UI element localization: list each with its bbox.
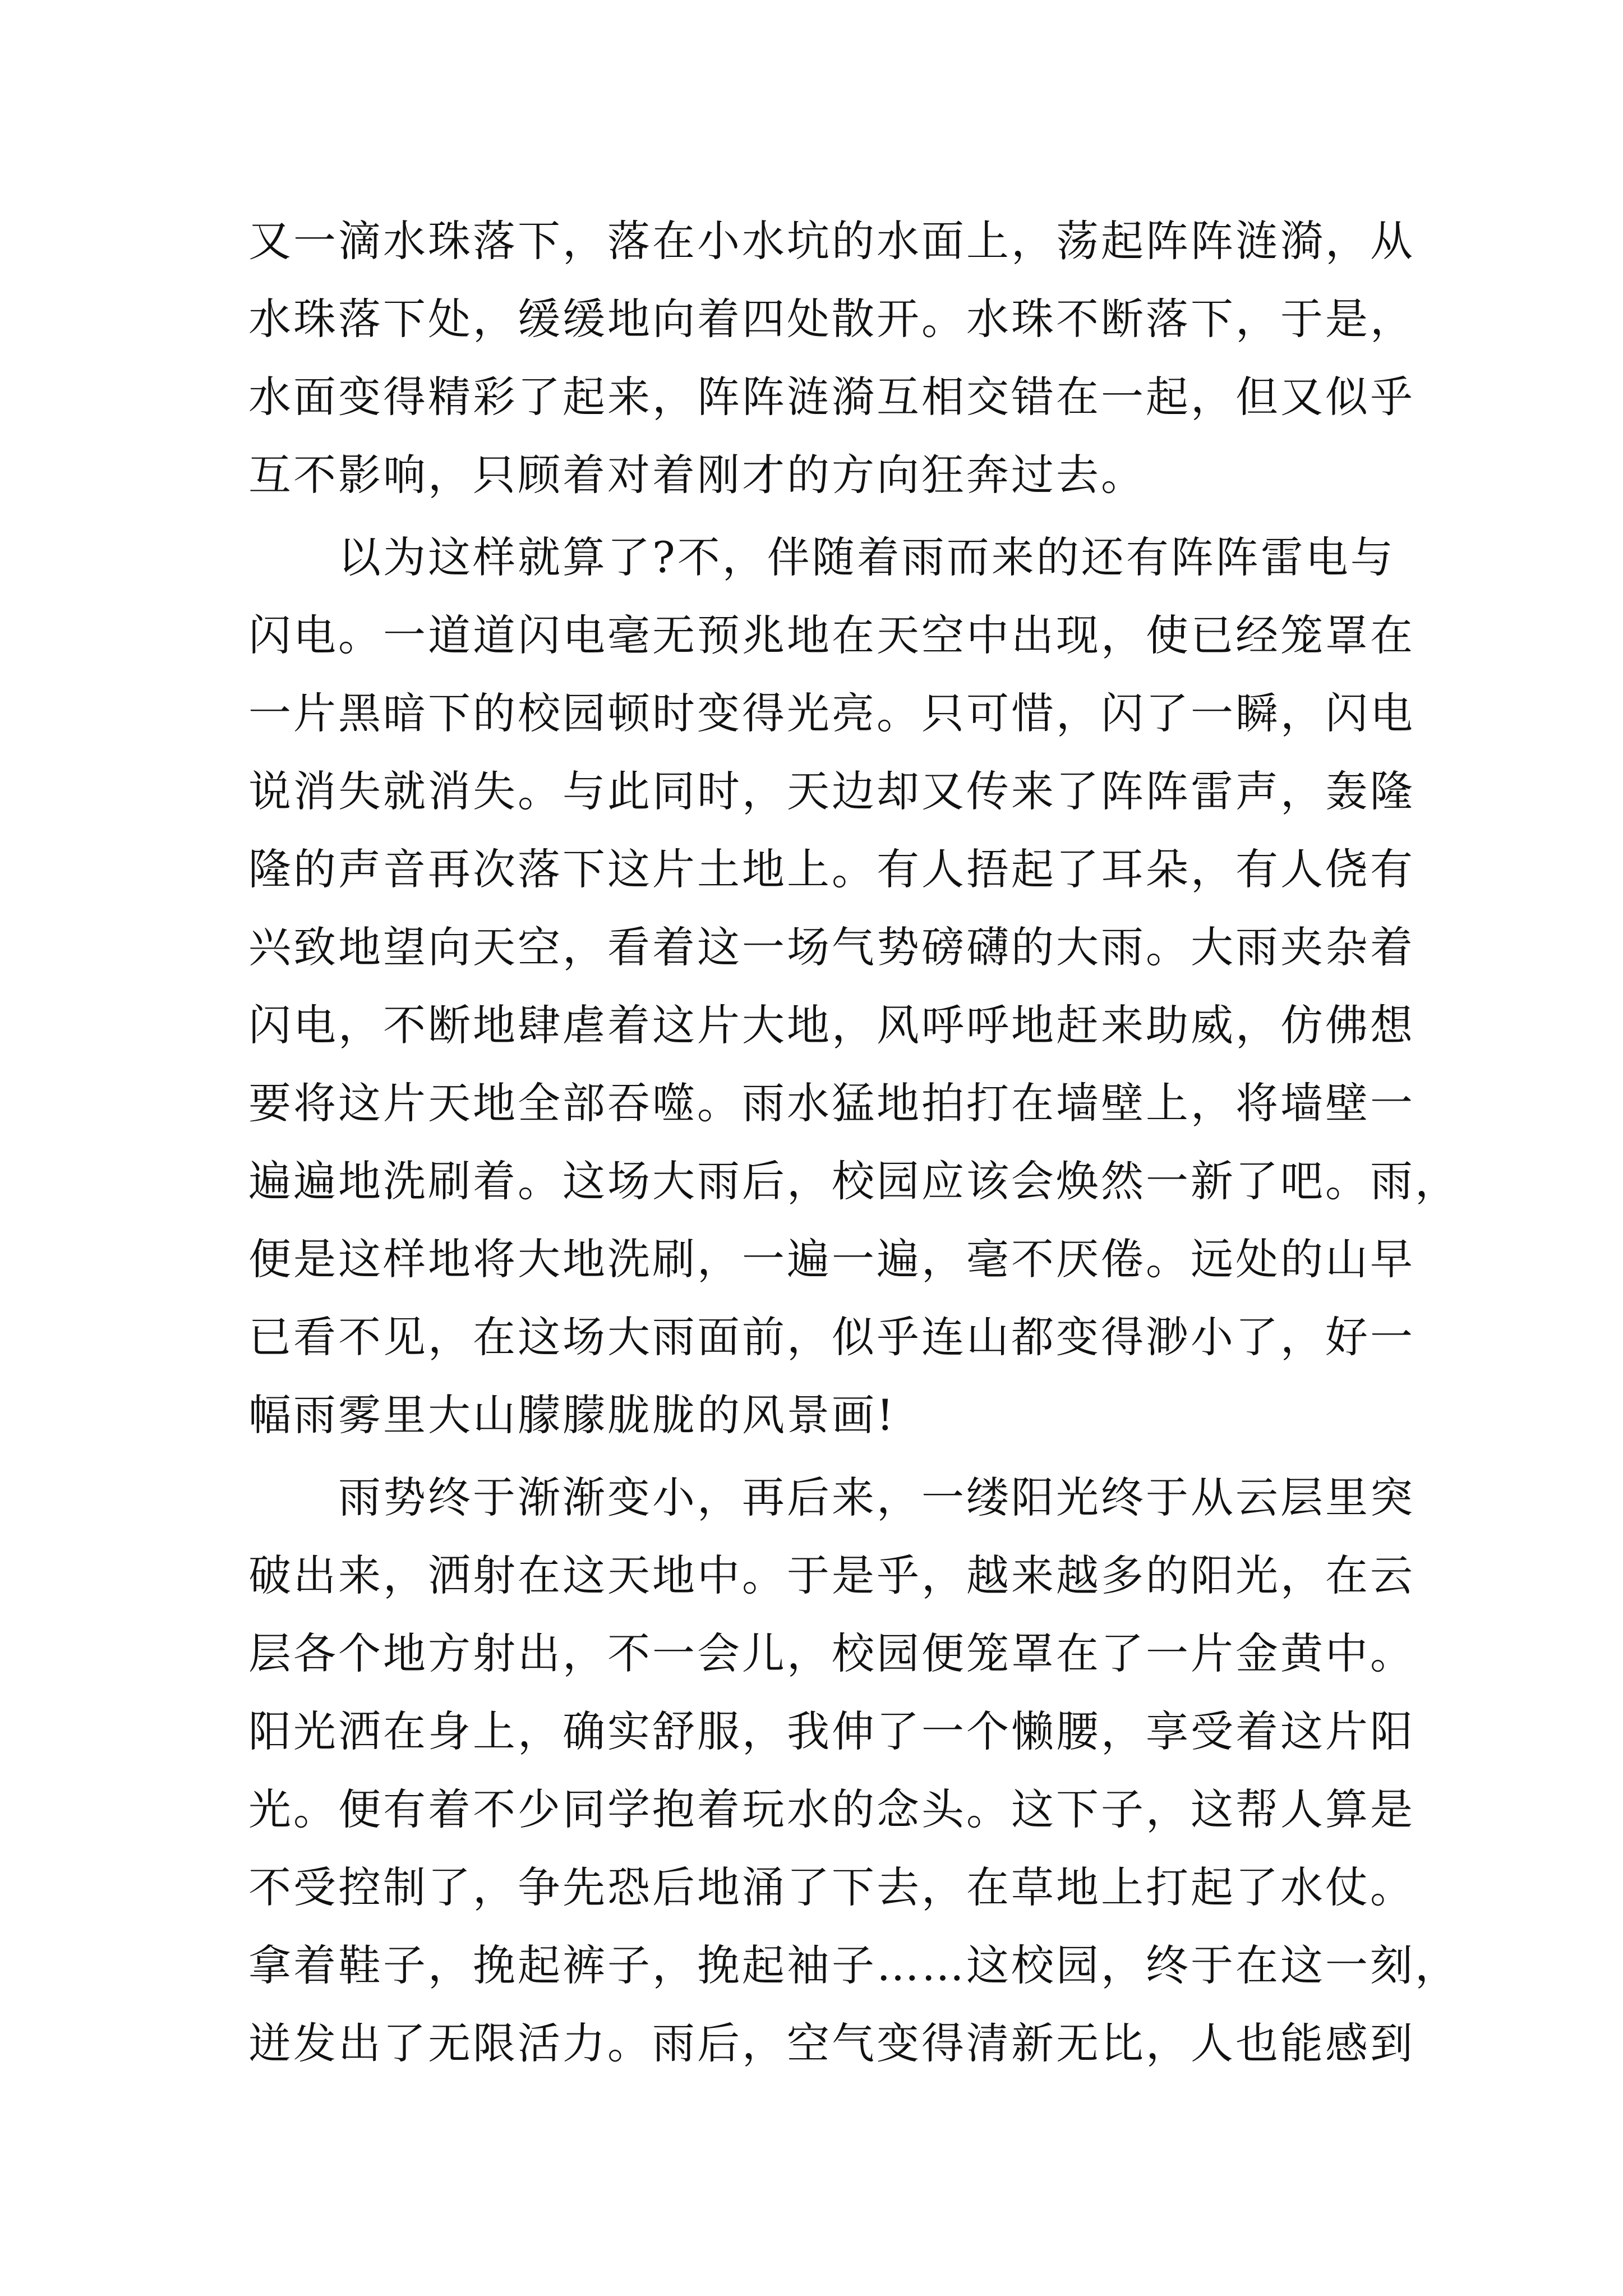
text-line: 说消失就消失。与此同时，天边却又传来了阵阵雷声，轰隆	[248, 766, 1415, 816]
paragraph	[248, 202, 1415, 514]
text-line: 光。便有着不少同学抱着玩水的念头。这下子，这帮人算是	[248, 1784, 1415, 1834]
text-line: 隆的声音再次落下这片土地上。有人捂起了耳朵，有人侥有	[248, 844, 1415, 894]
text-line: 遍遍地洗刷着。这场大雨后，校园应该会焕然一新了吧。雨，	[248, 1156, 1460, 1206]
text-line: 便是这样地将大地洗刷，一遍一遍，毫不厌倦。远处的山早	[248, 1234, 1415, 1284]
paragraph-gap	[248, 514, 1376, 518]
text-line: 水面变得精彩了起来，阵阵涟漪互相交错在一起，但又似乎	[248, 372, 1415, 422]
text-line: 雨势终于渐渐变小，再后来，一缕阳光终于从云层里突	[248, 1473, 1415, 1522]
text-line: 已看不见，在这场大雨面前，似乎连山都变得渺小了，好一	[248, 1312, 1415, 1362]
text-line: 兴致地望向天空，看着这一场气势磅礴的大雨。大雨夹杂着	[248, 922, 1415, 972]
paragraph-gap	[248, 1454, 1376, 1458]
text-line: 一片黑暗下的校园顿时变得光亮。只可惜，闪了一瞬，闪电	[248, 688, 1415, 738]
text-line: 层各个地方射出，不一会儿，校园便笼罩在了一片金黄中。	[248, 1628, 1415, 1678]
text-line: 水珠落下处，缓缓地向着四处散开。水珠不断落下，于是，	[248, 294, 1415, 344]
text-line: 闪电，不断地肆虐着这片大地，风呼呼地赶来助威，仿佛想	[248, 1000, 1415, 1050]
document-body	[248, 202, 1460, 2082]
text-line: 以为这样就算了?不，伴随着雨而来的还有阵阵雷电与	[248, 532, 1395, 582]
paragraph	[248, 1458, 1460, 2082]
text-line: 幅雨雾里大山朦朦胧胧的风景画!	[248, 1390, 896, 1440]
text-line: 破出来，洒射在这天地中。于是乎，越来越多的阳光，在云	[248, 1550, 1415, 1600]
text-line: 互不影响，只顾着对着刚才的方向狂奔过去。	[248, 450, 1146, 500]
text-line: 拿着鞋子，挽起裤子，挽起袖子……这校园，终于在这一刻，	[248, 1940, 1460, 1990]
text-line: 又一滴水珠落下，落在小水坑的水面上，荡起阵阵涟漪，从	[248, 216, 1415, 266]
text-line: 闪电。一道道闪电毫无预兆地在天空中出现，使已经笼罩在	[248, 610, 1415, 660]
text-line: 迸发出了无限活力。雨后，空气变得清新无比，人也能感到	[248, 2018, 1415, 2068]
paragraph	[248, 518, 1460, 1454]
text-line: 阳光洒在身上，确实舒服，我伸了一个懒腰，享受着这片阳	[248, 1706, 1415, 1756]
text-line: 不受控制了，争先恐后地涌了下去，在草地上打起了水仗。	[248, 1862, 1415, 1912]
text-line: 要将这片天地全部吞噬。雨水猛地拍打在墙壁上，将墙壁一	[248, 1078, 1415, 1128]
